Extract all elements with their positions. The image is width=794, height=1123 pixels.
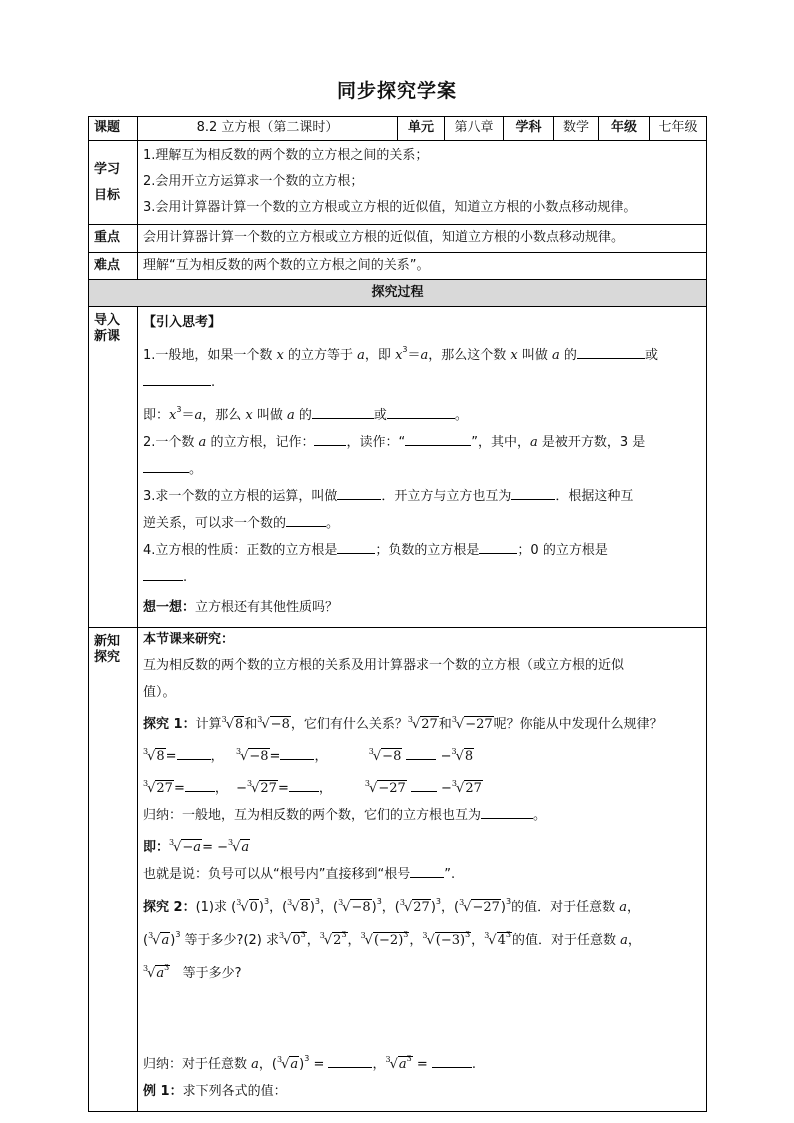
answer-blank[interactable] <box>479 542 517 554</box>
explore-1-label: 探究 1： <box>143 717 196 732</box>
cube-root-expr: $^3$√−8 <box>257 715 290 732</box>
key-point-text: 会用计算器计算一个数的立方根或立方根的近似值，知道立方根的小数点移动规律。 <box>138 225 707 253</box>
intro-q2: 2.一个数 a 的立方根，记作： ，读作：“ ”，其中，a 是被开方数，3 是 <box>143 435 646 450</box>
answer-blank[interactable] <box>286 515 326 527</box>
text: 的 <box>294 408 312 423</box>
text: 的立方根，记作： <box>206 435 315 450</box>
text: 1.一般地，如果一个数 <box>143 348 277 363</box>
summary-2: 归纳：对于任意数 a，$(^3√a)^3$ = ，$^3√a^3$ = . <box>143 1054 477 1072</box>
text: 的 <box>559 348 577 363</box>
cube-root-expr: $^3$√8 <box>221 715 244 732</box>
grade-label: 年级 <box>599 117 650 141</box>
text: ，读作：“ <box>346 435 406 450</box>
cube-root-expr: $^3$√27 <box>407 715 438 732</box>
text: 4.立方根的性质：正数的立方根是 <box>143 543 338 558</box>
intro-q1-line2: 即：$x^3=a$，那么 x 叫做 a 的 或 。 <box>143 405 468 423</box>
intro-label: 导入新课 <box>89 307 138 628</box>
text: 。 <box>326 516 340 531</box>
intro-q4-cont: . <box>143 564 701 591</box>
formula-eq: ＝ <box>407 348 421 363</box>
answer-blank[interactable] <box>185 780 215 792</box>
text: ；0 的立方根是 <box>517 543 608 558</box>
var-a: a <box>552 348 560 363</box>
objectives-label-line2: 目标 <box>94 187 121 203</box>
text: 归纳：对于任意数 <box>143 1057 252 1072</box>
grade-value: 七年级 <box>650 117 707 141</box>
unit-value: 第八章 <box>445 117 504 141</box>
answer-blank[interactable] <box>314 434 346 446</box>
answer-blank[interactable] <box>387 407 455 419</box>
answer-blank[interactable] <box>481 807 533 819</box>
answer-blank[interactable] <box>432 1056 472 1068</box>
page-title: 同步探究学案 <box>336 80 457 102</box>
explore-2-line2: $(^3√a)^3$ 等于多少?(2) 求$^3√0^3$，$^3√2^3$，$^3√(-2)^3$，$^3√(-3)^3$，$^3√4^3$的值．对于任意数 a， <box>143 930 641 948</box>
topic-value: 8.2 立方根（第二课时） <box>138 117 398 141</box>
difficulty-text: 理解“互为相反数的两个数的立方根之间的关系”。 <box>138 253 707 280</box>
text: 2.一个数 <box>143 435 199 450</box>
text: ．开立方与立方也互为 <box>381 489 512 504</box>
intro-think <box>143 594 701 621</box>
summary-1 <box>143 802 701 829</box>
intro-heading: 【引入思考】 <box>143 315 222 330</box>
var-x: x <box>510 348 518 363</box>
text: 和 <box>244 717 258 732</box>
identity-line: 即：$^3$√−a= −$^3$√a <box>143 838 250 855</box>
key-point-label: 重点 <box>89 225 138 253</box>
also-line <box>143 861 701 888</box>
text: 的立方等于 <box>283 348 358 363</box>
text: 也就是说：负号可以从“根号内”直接移到“根号 <box>143 867 411 882</box>
objectives-label <box>89 141 138 225</box>
process-header-row <box>89 280 707 307</box>
ie-label: 即： <box>143 840 170 855</box>
text: 求下列各式的值： <box>182 1084 287 1099</box>
explore-heading: 本节课来研究： <box>143 632 235 647</box>
explore-1 <box>143 706 701 738</box>
answer-blank[interactable] <box>577 347 645 359</box>
var-x: x <box>276 348 284 363</box>
difficulty-label: 难点 <box>89 253 138 280</box>
answer-blank[interactable] <box>328 1056 372 1068</box>
example-1 <box>143 1078 701 1105</box>
header-row <box>89 117 707 141</box>
text: 叫做 <box>517 348 553 363</box>
text: 的值．对于任意数 <box>511 933 621 948</box>
text: ”. <box>444 867 456 882</box>
text: 归纳：一般地，互为相反数的两个数，它们的立方根也互为 <box>143 808 482 823</box>
explore-content <box>138 628 707 1112</box>
explore-1-row-a: $^3$√8= ， $^3$√−8= ， $^3$√−8 −$^3$√8 <box>143 747 474 764</box>
answer-blank[interactable] <box>280 748 314 760</box>
objectives-list <box>138 141 707 225</box>
answer-blank[interactable] <box>337 542 375 554</box>
objectives-label-line1: 学习 <box>94 161 121 177</box>
objective-item: 1.理解互为相反数的两个数的立方根之间的关系； <box>143 148 429 164</box>
intro-q4 <box>143 537 701 564</box>
text: (1)求 <box>195 900 232 915</box>
text: 等于多少? <box>182 966 242 981</box>
explore-2: 探究 2：(1)求 $(^3√0)^3$，$(^3√8)^3$，$(^3√-8)^3$，$(^3√27)^3$，$(^3√-27)^3$的值．对于任意数 a， <box>143 897 640 915</box>
text: ；负数的立方根是 <box>375 543 480 558</box>
text: 和 <box>438 717 452 732</box>
intro-q1-cont: . <box>143 369 701 396</box>
intro-q3-cont <box>143 510 701 537</box>
explore-intro-1: 互为相反数的两个数的立方根的关系及用计算器求一个数的立方根（或立方根的近似 <box>143 658 625 673</box>
answer-blank[interactable] <box>511 488 555 500</box>
text: 叫做 <box>252 408 287 423</box>
formula: x <box>395 348 403 363</box>
explore-row <box>89 628 707 1112</box>
subject-value: 数学 <box>554 117 599 141</box>
formula: x <box>169 408 177 423</box>
text: 或 <box>644 348 658 363</box>
text: ，那么这个数 <box>428 348 511 363</box>
text: ，即 <box>364 348 396 363</box>
intro-content <box>138 307 707 628</box>
text: 逆关系，可以求一个数的 <box>143 516 287 531</box>
text: 。 <box>454 408 468 423</box>
work-space[interactable] <box>143 987 701 1045</box>
answer-blank[interactable] <box>289 780 319 792</box>
text: 即： <box>143 408 170 423</box>
explore-2-line3: $^3√a^3$ 等于多少? <box>143 963 242 981</box>
objective-item: 2.会用开立方运算求一个数的立方根； <box>143 174 364 190</box>
text: 等于多少?(2) 求 <box>184 933 279 948</box>
text: 呢？你能从中发现什么规律？ <box>493 717 663 732</box>
answer-blank[interactable] <box>410 866 444 878</box>
var-a: a <box>420 348 429 363</box>
intro-q2-cont: 。 <box>143 456 701 483</box>
intro-q1: 1.一般地，如果一个数 x 的立方等于 a，即 $x^3=a$，那么这个数 x 叫做 a 的 或 <box>143 345 658 363</box>
difficulty-row <box>89 253 707 280</box>
study-plan-table <box>88 116 707 1112</box>
answer-blank[interactable] <box>405 434 471 446</box>
objectives-row <box>89 141 707 225</box>
topic-label: 课题 <box>89 117 138 141</box>
text: 。 <box>533 808 547 823</box>
intro-q3 <box>143 483 701 510</box>
text: 是被开方数，3 是 <box>537 435 646 450</box>
text: ，那么 <box>202 408 246 423</box>
text: 的值．对于任意数 <box>511 900 620 915</box>
process-header: 探究过程 <box>89 280 707 307</box>
think-label: 想一想： <box>143 600 196 615</box>
answer-blank[interactable] <box>177 748 211 760</box>
example-1-label: 例 1： <box>143 1084 183 1099</box>
text: ，它们有什么关系？ <box>290 717 408 732</box>
answer-blank[interactable] <box>406 748 436 760</box>
subject-label: 学科 <box>504 117 554 141</box>
cube-root-expr: $^3$√−27 <box>451 715 493 732</box>
intro-row <box>89 307 707 628</box>
think-text: 立方根还有其他性质吗？ <box>195 600 339 615</box>
explore-1-row-b: $^3$√27= ， −$^3$√27= ， $^3$√−27 −$^3$√27 <box>143 779 482 796</box>
explore-intro-2: 值）。 <box>143 685 176 700</box>
unit-label: 单元 <box>398 117 445 141</box>
text: 或 <box>373 408 387 423</box>
text: ”，其中， <box>471 435 530 450</box>
text: 计算 <box>195 717 222 732</box>
key-point-row <box>89 225 707 253</box>
text: 3.求一个数的立方根的运算，叫做 <box>143 489 338 504</box>
answer-blank[interactable] <box>143 374 211 386</box>
answer-blank[interactable] <box>143 461 189 473</box>
explore-2-label: 探究 2： <box>143 900 196 915</box>
answer-blank[interactable] <box>312 407 374 419</box>
answer-blank[interactable] <box>143 569 183 581</box>
text: ．根据这种互 <box>555 489 634 504</box>
explore-label: 新知探究 <box>89 628 138 1112</box>
objective-item: 3.会用计算器计算一个数的立方根或立方根的近似值，知道立方根的小数点移动规律。 <box>143 200 637 216</box>
answer-blank[interactable] <box>337 488 381 500</box>
var-a: a <box>357 348 365 363</box>
answer-blank[interactable] <box>411 780 437 792</box>
